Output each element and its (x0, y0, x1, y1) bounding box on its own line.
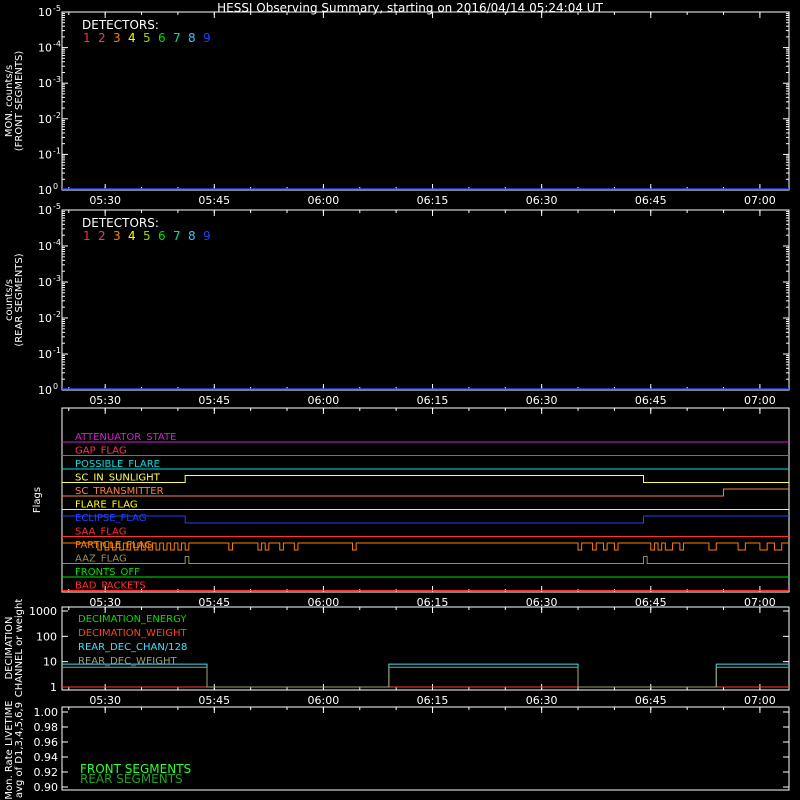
y-axis-label: CHANNEL or weight (14, 598, 25, 698)
x-tick-label: 05:45 (198, 596, 231, 609)
y-axis-label: DECIMATION (4, 616, 15, 680)
detector-legend-item: 7 (173, 229, 181, 243)
panel-decimation (4, 599, 789, 707)
detector-legend-item: 6 (158, 31, 166, 45)
legend-entry: REAR_DEC_CHAN/128 (78, 642, 188, 653)
flag-label: AAZ_FLAG (75, 553, 127, 565)
y-tick-base: 10 (38, 384, 52, 397)
panel-rear (4, 202, 789, 407)
detector-legend-item: 3 (113, 31, 121, 45)
y-axis-label: (REAR SEGMENTS) (14, 253, 25, 347)
legend-entry: DECIMATION_WEIGHT (78, 628, 187, 639)
y-tick-exponent: -1 (53, 346, 61, 355)
legend-entry: FRONT SEGMENTS (80, 762, 192, 776)
flag-line (62, 489, 789, 496)
detector-legend-item: 5 (143, 229, 151, 243)
y-tick-exponent: -2 (53, 110, 61, 120)
panel-front (4, 4, 789, 207)
detector-legend-item: 3 (113, 229, 121, 243)
legend-entry: REAR_DEC_WEIGHT (78, 656, 177, 667)
detector-legend-item: 7 (173, 31, 181, 45)
flag-line (62, 476, 789, 483)
y-tick-exponent: 0 (53, 382, 59, 391)
panel-rear-frame (62, 210, 789, 390)
detector-legend-item: 8 (188, 31, 196, 45)
y-axis-label: avg of D1,3,4,5,6,9 (14, 701, 25, 799)
y-tick-exponent: -3 (53, 75, 61, 85)
y-tick-base: 10 (38, 112, 52, 126)
x-tick-label: 07:00 (744, 394, 776, 407)
detector-legend-item: 2 (98, 31, 106, 45)
x-tick-label: 05:30 (89, 694, 122, 707)
x-tick-label: 06:00 (307, 194, 340, 207)
flag-label: BAD_PACKETS (75, 580, 146, 592)
detector-legend-item: 5 (143, 31, 151, 45)
y-tick-exponent: 0 (53, 182, 59, 191)
x-tick-label: 06:45 (634, 596, 667, 609)
panel-livetime (4, 700, 789, 799)
y-tick-base: 10 (38, 348, 52, 361)
x-tick-label: 05:30 (89, 394, 122, 407)
legend-entry: REAR SEGMENTS (80, 772, 183, 786)
y-tick-exponent: -3 (53, 274, 61, 283)
y-tick-base: 10 (38, 312, 52, 325)
detectors-legend-label: DETECTORS: (82, 18, 159, 32)
detectors-legend-label: DETECTORS: (82, 216, 159, 230)
x-tick-label: 07:00 (744, 694, 776, 707)
x-tick-label: 06:15 (416, 394, 449, 407)
x-tick-label: 05:30 (89, 596, 122, 609)
flag-label: PARTICLE_FLAG (75, 540, 153, 551)
figure-title: HESSI Observing Summary, starting on 2016/04/14 05:24:04 UT (217, 1, 603, 15)
y-tick-exponent: -4 (53, 39, 61, 49)
flag-label: SAA_FLAG (75, 526, 127, 538)
panel-front-frame (62, 12, 789, 190)
y-tick-base: 10 (38, 184, 52, 197)
y-tick-base: 10 (38, 77, 52, 91)
detector-legend-item: 9 (203, 31, 211, 45)
flag-label: SC_TRANSMITTER (75, 486, 164, 497)
y-tick-label: 0.90 (33, 781, 58, 794)
detector-legend-item: 8 (188, 229, 196, 243)
flag-label: POSSIBLE_FLARE (75, 459, 160, 470)
detector-legend-item: 9 (203, 229, 211, 243)
x-tick-label: 06:45 (634, 394, 667, 407)
y-tick-label: 0.92 (33, 766, 58, 779)
flag-label: SC_IN_SUNLIGHT (75, 472, 160, 484)
x-tick-label: 05:45 (198, 394, 231, 407)
y-axis-label: Mon. Rate LIVETIME (4, 700, 15, 800)
y-tick-label: 1 (50, 681, 57, 694)
detector-legend-item: 4 (128, 31, 136, 45)
detector-legend-item: 4 (128, 229, 136, 243)
x-tick-label: 06:30 (525, 596, 558, 609)
x-tick-label: 06:00 (307, 394, 340, 407)
y-tick-base: 10 (38, 6, 52, 19)
y-tick-label: 100 (36, 630, 57, 644)
y-axis-label: Flags (32, 486, 43, 514)
x-tick-label: 05:45 (198, 694, 231, 707)
flag-line (62, 543, 789, 550)
y-tick-exponent: -1 (53, 146, 61, 156)
legend-entry: DECIMATION_ENERGY (78, 614, 187, 625)
y-axis-label: MON. counts/s (4, 64, 15, 138)
x-tick-label: 06:45 (634, 194, 667, 207)
x-tick-label: 07:00 (744, 596, 776, 609)
y-axis-label: (FRONT SEGMENTS) (14, 50, 25, 152)
flag-line (62, 557, 789, 564)
detector-legend-item: 6 (158, 229, 166, 243)
y-tick-base: 10 (38, 204, 52, 217)
y-tick-label: 0.98 (33, 721, 58, 734)
flag-label: FLARE_FLAG (75, 499, 138, 511)
flag-label: FRONTS_OFF (75, 567, 140, 578)
y-tick-label: 0.96 (33, 736, 58, 749)
data-series-line (62, 667, 789, 687)
y-tick-base: 10 (38, 276, 52, 289)
flag-label: ECLIPSE_FLAG (75, 513, 147, 524)
flag-label: ATTENUATOR_STATE (75, 432, 177, 443)
y-tick-base: 10 (38, 148, 52, 162)
x-tick-label: 06:15 (416, 194, 449, 207)
x-tick-label: 06:00 (307, 596, 340, 609)
y-tick-label: 10 (43, 655, 57, 669)
x-tick-label: 06:15 (416, 596, 449, 609)
x-tick-label: 06:00 (307, 694, 340, 707)
x-tick-label: 05:30 (89, 194, 122, 207)
flag-label: GAP_FLAG (75, 445, 127, 457)
y-tick-exponent: -2 (53, 310, 61, 319)
y-tick-base: 10 (38, 41, 52, 55)
y-tick-exponent: -5 (53, 202, 61, 211)
y-axis-label: counts/s (4, 278, 15, 322)
x-tick-label: 07:00 (744, 194, 776, 207)
x-tick-label: 06:30 (525, 694, 558, 707)
x-tick-label: 06:30 (525, 394, 558, 407)
detector-legend-item: 1 (83, 229, 91, 243)
detector-legend-item: 2 (98, 229, 106, 243)
y-tick-base: 10 (38, 240, 52, 253)
y-tick-exponent: -4 (53, 238, 61, 247)
x-tick-label: 05:45 (198, 194, 231, 207)
y-tick-exponent: -5 (53, 4, 61, 13)
flag-line (62, 516, 789, 523)
panel-flags (32, 408, 789, 609)
detector-legend-item: 1 (83, 31, 91, 45)
x-tick-label: 06:15 (416, 694, 449, 707)
y-tick-label: 1.00 (33, 706, 58, 719)
x-tick-label: 06:30 (525, 194, 558, 207)
x-tick-label: 06:45 (634, 694, 667, 707)
y-tick-label: 0.94 (33, 751, 58, 764)
y-tick-label: 1000 (29, 605, 57, 618)
